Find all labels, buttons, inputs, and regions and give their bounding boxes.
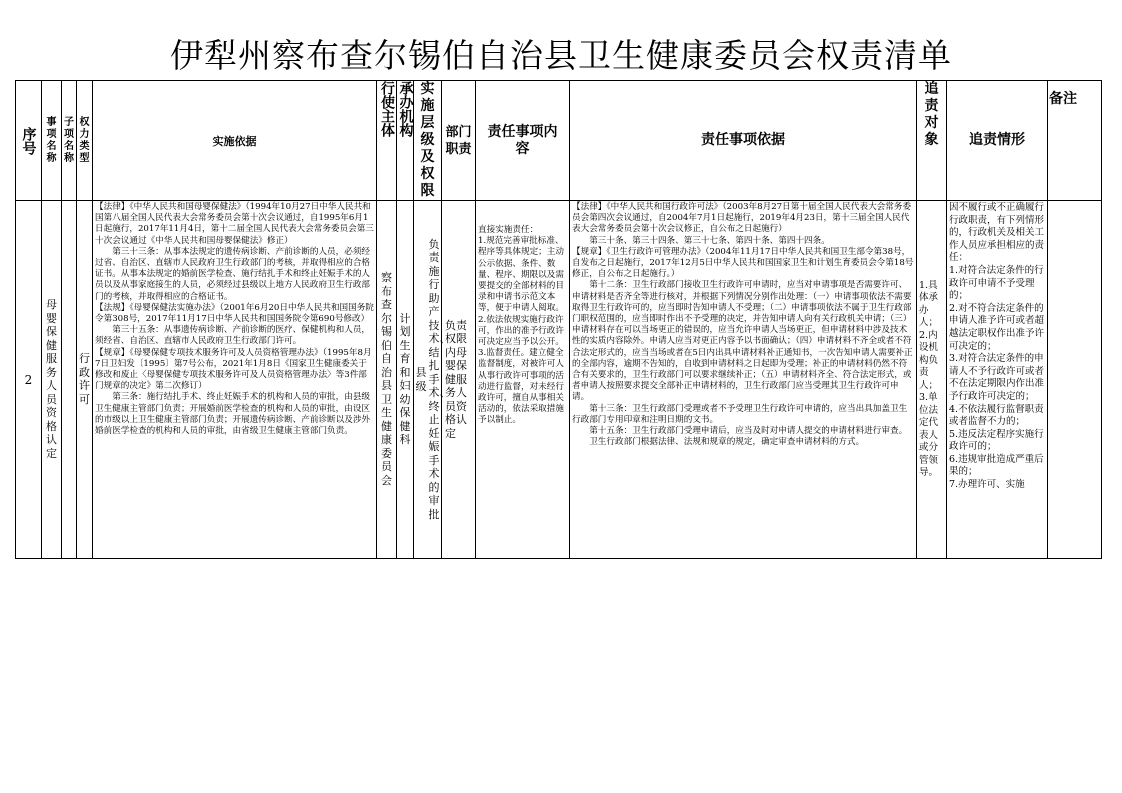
header-basis: 实施依据	[93, 81, 377, 201]
header-undertaker: 承办机构	[397, 81, 414, 201]
cell-level: 县级负责施行助产技术、结扎手术、终止妊娠手术的审批	[414, 201, 442, 559]
cell-item-name: 母婴保健服务人员资格认定	[42, 201, 62, 559]
header-sub-item: 子项名称	[62, 81, 77, 201]
header-subject: 行使主体	[377, 81, 397, 201]
cell-resp-basis: 【法律】《中华人民共和国行政许可法》（2003年8月27日第十届全国人民代表大会常务委员会第四次会议通过，自2004年7月1日起施行，2019年4月23日，第十三届全国人民代表大会常务委员会第十次会议修正，自公布之日起施行） 第三十条、第三十四条、第三十七条、第四十条、第四十四条。 【规章】《卫生行政许可管理办法》（2004年11月17日中华人民共和国卫生部令第38号，自发布之日起施行，2017年12月5日中华人民共和国国家卫生和计划生育委员会令第18号修正，自公布之日起施行。） 第十二条：卫生行政部门接收卫生行政许可申请时，应当对申请事项是否需要许可、申请材料是否齐全等进行核对，并根据下列情况分别作出处理：（一）申请事项依法不需要取得卫生行政许可的，应当即时告知申请人不受理；（二）申请事项依法不属于卫生行政部门职权范围的，应当即时作出不予受理的决定，并告知申请人向有关行政机关申请；（三）申请材料存在可以当场更正的错误的，应当允许申请人当场更正，但申请材料中涉及技术性的实质内容除外。申请人应当对更正内容予以书面确认；（四）申请材料不齐全或者不符合法定形式的，应当当场或者在5日内出具申请材料补正通知书，一次告知申请人需要补正的全部内容，逾期不告知的，自收到申请材料之日起即为受理；补正的申请材料仍然不符合有关要求的，卫生行政部门可以要求继续补正；（五）申请材料齐全、符合法定形式，或者申请人按照要求提交全部补正申请材料的，卫生行政部门应当受理其卫生行政许可申请。 第十三条：卫生行政部门受理或者不予受理卫生行政许可申请的，应当出具加盖卫生行政部门专用印章和注明日期的文书。 第十五条：卫生行政部门受理申请后，应当及时对申请人提交的申请材料进行审查。 卫生行政部门根据法律、法规和规章的规定，确定审查申请材料的方式。	[570, 201, 917, 559]
header-item-name: 事项名称	[42, 81, 62, 201]
cell-remarks	[1048, 201, 1102, 559]
cell-accountable: 1.具体承办人； 2.内设机构负责人； 3.单位法定代表人或分管领导。	[917, 201, 947, 559]
cell-basis: 【法律】《中华人民共和国母婴保健法》（1994年10月27日中华人民共和国第八届全国人民代表大会常务委员会第十次会议通过，自1995年6月1日起施行，2017年11月4日，第十二届全国人民代表大会常务委员会第三十次会议通过《中华人民共和国母婴保健法》修正） 第三十三条：从事本法规定的遗传病诊断、产前诊断的人员，必须经过省、自治区、直辖市人民政府卫生行政部门的考核，并取得相应的合格证书。从事本法规定的婚前医学检查、施行结扎手术和终止妊娠手术的人员以及从事家庭接生的人员，必须经过县级以上地方人民政府卫生行政部门的考核，并取得相应的合格证书。 【法规】《母婴保健法实施办法》（2001年6月20日中华人民共和国国务院令第308号，2017年11月17日中华人民共和国国务院令第690号修改） 第三十五条：从事遗传病诊断、产前诊断的医疗、保健机构和人员，须经省、自治区、直辖市人民政府卫生行政部门许可。 【规章】《母婴保健专项技术服务许可及人员资格管理办法》（1995年8月7日卫妇发〔1995〕第7号公布，2021年1月8日《国家卫生健康委关于修改和废止〈母婴保健专项技术服务许可及人员资格管理办法〉等3件部门规章的决定》第二次修订） 第三条：施行结扎手术、终止妊娠手术的机构和人员的审批，由县级卫生健康主管部门负责；开展婚前医学检查的机构和人员的审批，由设区的市级以上卫生健康主管部门负责；开展遗传病诊断、产前诊断以及涉外婚前医学检查的机构和人员的审批，由省级卫生健康主管部门负责。	[93, 201, 377, 559]
header-resp-basis: 责任事项依据	[570, 81, 917, 201]
header-accountable: 追责对象	[917, 81, 947, 201]
cell-resp-content: 直接实施责任： 1.规范完善审批标准、程序等具体规定；主动公示依据、条件、数量、程序、期限以及需要提交的全部材料的目录和申请书示范文本等，便于申请人阅取。 2.依法依规实施行政许可，作出的准予行政许可决定应当予以公开。 3.监督责任。建立健全监督制度，对被许可人从事行政许可事项的活动进行监督，对未经行政许可，擅自从事相关活动的，依法采取措施予以制止。	[476, 201, 570, 559]
cell-power-type: 行政许可	[77, 201, 93, 559]
cell-sub-item	[62, 201, 77, 559]
header-row	[16, 81, 1102, 201]
header-power-type: 权力类型	[77, 81, 93, 201]
cell-subject: 察布查尔锡伯自治县卫生健康委员会	[377, 201, 397, 559]
responsibility-table	[15, 80, 1102, 559]
cell-undertaker: 计划生育和妇幼保健科	[397, 201, 414, 559]
page-title: 伊犁州察布查尔锡伯自治县卫生健康委员会权责清单	[170, 36, 952, 75]
cell-duty: 负责权限内母婴保健服务人员资格认定	[442, 201, 476, 559]
cell-circumstances: 因不履行或不正确履行行政职责，有下列情形的，行政机关及相关工作人员应承担相应的责任： 1.对符合法定条件的行政许可申请不予受理的； 2.对不符合法定条件的申请人准予许可或者超越法定职权作出准予许可决定的； 3.对符合法定条件的申请人不予行政许可或者不在法定期限内作出准予行政许可决定的； 4.不依法履行监督职责或者监督不力的； 5.违反法定程序实施行政许可的； 6.违规审批造成严重后果的； 7.办理许可、实施	[947, 201, 1048, 559]
cell-seq: 2	[16, 201, 42, 559]
header-remarks: 备注	[1048, 81, 1102, 201]
header-duty: 部门职责	[442, 81, 476, 201]
table-row	[16, 201, 1102, 559]
header-seq: 序号	[16, 81, 42, 201]
header-circumstances: 追责情形	[947, 81, 1048, 201]
header-level: 实施层级及权限	[414, 81, 442, 201]
header-resp-content: 责任事项内容	[476, 81, 570, 201]
